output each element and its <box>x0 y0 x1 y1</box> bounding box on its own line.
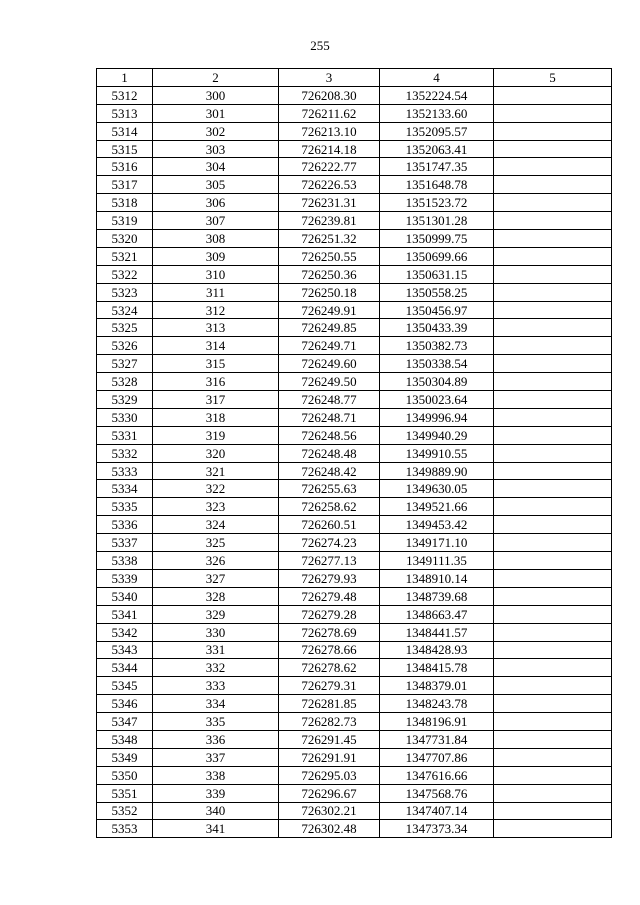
table-cell: 301 <box>153 104 279 122</box>
table-cell: 726279.93 <box>279 569 380 587</box>
table-cell: 726278.66 <box>279 641 380 659</box>
table-cell: 1349453.42 <box>380 516 494 534</box>
table-cell: 1349521.66 <box>380 498 494 516</box>
table-cell <box>494 176 612 194</box>
table-cell: 5318 <box>97 194 153 212</box>
table-cell <box>494 212 612 230</box>
table-cell: 5317 <box>97 176 153 194</box>
table-cell: 726249.71 <box>279 337 380 355</box>
table-cell: 726279.28 <box>279 605 380 623</box>
table-row <box>97 802 612 820</box>
table-row <box>97 820 612 838</box>
table-cell <box>494 444 612 462</box>
table-cell: 5316 <box>97 158 153 176</box>
table-cell: 5342 <box>97 623 153 641</box>
table-cell <box>494 373 612 391</box>
table-cell <box>494 516 612 534</box>
table-cell: 726248.71 <box>279 408 380 426</box>
table-cell: 5349 <box>97 748 153 766</box>
table-cell: 300 <box>153 86 279 104</box>
table-row <box>97 194 612 212</box>
table-row <box>97 408 612 426</box>
table-cell: 1349111.35 <box>380 552 494 570</box>
table-row <box>97 677 612 695</box>
table-row <box>97 301 612 319</box>
table-cell: 304 <box>153 158 279 176</box>
table-cell: 341 <box>153 820 279 838</box>
table-cell: 5313 <box>97 104 153 122</box>
table-cell: 5326 <box>97 337 153 355</box>
table-cell: 1351648.78 <box>380 176 494 194</box>
table-cell: 313 <box>153 319 279 337</box>
table-cell: 1352095.57 <box>380 122 494 140</box>
table-cell <box>494 140 612 158</box>
table-cell: 1350999.75 <box>380 230 494 248</box>
table-cell <box>494 158 612 176</box>
table-cell <box>494 677 612 695</box>
table-row <box>97 86 612 104</box>
table-row <box>97 534 612 552</box>
table-cell: 321 <box>153 462 279 480</box>
table-row <box>97 104 612 122</box>
page-number: 255 <box>310 38 330 53</box>
table-cell <box>494 283 612 301</box>
table-cell: 5334 <box>97 480 153 498</box>
table-cell: 337 <box>153 748 279 766</box>
table-cell: 5327 <box>97 355 153 373</box>
table-cell: 1349171.10 <box>380 534 494 552</box>
table-cell: 726248.77 <box>279 391 380 409</box>
table-cell <box>494 587 612 605</box>
table-cell: 1349940.29 <box>380 426 494 444</box>
table-cell: 329 <box>153 605 279 623</box>
table-cell: 5329 <box>97 391 153 409</box>
table-cell <box>494 426 612 444</box>
table-cell: 5320 <box>97 230 153 248</box>
table-cell: 5353 <box>97 820 153 838</box>
table-row <box>97 212 612 230</box>
table-row <box>97 498 612 516</box>
table-cell: 334 <box>153 695 279 713</box>
table-cell: 726278.62 <box>279 659 380 677</box>
table-cell: 5345 <box>97 677 153 695</box>
table-cell: 1347707.86 <box>380 748 494 766</box>
table-cell: 1348196.91 <box>380 713 494 731</box>
table-cell <box>494 408 612 426</box>
table-cell: 307 <box>153 212 279 230</box>
table-row <box>97 713 612 731</box>
table-row <box>97 569 612 587</box>
table-cell <box>494 247 612 265</box>
table-cell: 1350338.54 <box>380 355 494 373</box>
table-cell: 319 <box>153 426 279 444</box>
table-cell <box>494 552 612 570</box>
table-row <box>97 462 612 480</box>
table-cell: 310 <box>153 265 279 283</box>
table-cell: 335 <box>153 713 279 731</box>
table-cell: 726260.51 <box>279 516 380 534</box>
table-cell <box>494 534 612 552</box>
table-cell: 1348415.78 <box>380 659 494 677</box>
table-cell <box>494 319 612 337</box>
table-cell <box>494 802 612 820</box>
table-cell: 726251.32 <box>279 230 380 248</box>
table-cell: 5328 <box>97 373 153 391</box>
table-cell: 308 <box>153 230 279 248</box>
table-cell: 309 <box>153 247 279 265</box>
table-cell: 323 <box>153 498 279 516</box>
table-cell: 726291.91 <box>279 748 380 766</box>
table-cell: 5343 <box>97 641 153 659</box>
table-cell: 5330 <box>97 408 153 426</box>
table-row <box>97 355 612 373</box>
table-cell: 726208.30 <box>279 86 380 104</box>
table-cell: 5314 <box>97 122 153 140</box>
table-cell: 1348243.78 <box>380 695 494 713</box>
column-header: 5 <box>494 69 612 87</box>
table-cell: 328 <box>153 587 279 605</box>
table-cell: 1349996.94 <box>380 408 494 426</box>
table-header <box>97 69 612 87</box>
table-cell: 726291.45 <box>279 730 380 748</box>
table-cell: 1352063.41 <box>380 140 494 158</box>
table-cell: 314 <box>153 337 279 355</box>
table-cell: 305 <box>153 176 279 194</box>
table-cell: 1348379.01 <box>380 677 494 695</box>
table-cell: 5351 <box>97 784 153 802</box>
table-cell: 330 <box>153 623 279 641</box>
table-cell: 1350631.15 <box>380 265 494 283</box>
table-cell <box>494 605 612 623</box>
table-row <box>97 516 612 534</box>
table-row <box>97 140 612 158</box>
table-cell: 726239.81 <box>279 212 380 230</box>
table-cell: 340 <box>153 802 279 820</box>
table-cell: 5347 <box>97 713 153 731</box>
table-cell: 726248.48 <box>279 444 380 462</box>
column-header: 4 <box>380 69 494 87</box>
table-cell: 1347568.76 <box>380 784 494 802</box>
table-row <box>97 695 612 713</box>
table-cell: 726296.67 <box>279 784 380 802</box>
table-cell <box>494 462 612 480</box>
table-cell <box>494 695 612 713</box>
table-row <box>97 337 612 355</box>
table-row <box>97 766 612 784</box>
table-cell: 1351523.72 <box>380 194 494 212</box>
table-cell: 5346 <box>97 695 153 713</box>
table-cell: 726249.60 <box>279 355 380 373</box>
table-cell: 302 <box>153 122 279 140</box>
table-row <box>97 230 612 248</box>
table-row <box>97 605 612 623</box>
table-cell: 726282.73 <box>279 713 380 731</box>
table-cell: 726250.36 <box>279 265 380 283</box>
table-cell: 726249.50 <box>279 373 380 391</box>
table-cell: 5321 <box>97 247 153 265</box>
table-cell: 331 <box>153 641 279 659</box>
table-cell: 336 <box>153 730 279 748</box>
table-cell: 324 <box>153 516 279 534</box>
column-header: 3 <box>279 69 380 87</box>
table-cell: 5323 <box>97 283 153 301</box>
column-header: 1 <box>97 69 153 87</box>
table-cell: 726249.85 <box>279 319 380 337</box>
table-cell: 316 <box>153 373 279 391</box>
table-cell <box>494 659 612 677</box>
table-cell: 1350456.97 <box>380 301 494 319</box>
table-cell: 338 <box>153 766 279 784</box>
table-row <box>97 587 612 605</box>
table-row <box>97 391 612 409</box>
table-cell: 1348441.57 <box>380 623 494 641</box>
table-cell <box>494 784 612 802</box>
table-cell: 726226.53 <box>279 176 380 194</box>
table-cell <box>494 766 612 784</box>
table-cell: 1347407.14 <box>380 802 494 820</box>
table-cell: 1350699.66 <box>380 247 494 265</box>
table-cell: 726248.56 <box>279 426 380 444</box>
table-cell: 5335 <box>97 498 153 516</box>
table-cell: 306 <box>153 194 279 212</box>
table-cell: 5331 <box>97 426 153 444</box>
table-cell: 726278.69 <box>279 623 380 641</box>
table-cell: 1349910.55 <box>380 444 494 462</box>
table-cell: 726279.48 <box>279 587 380 605</box>
table-cell: 726214.18 <box>279 140 380 158</box>
table-cell: 1352224.54 <box>380 86 494 104</box>
table-cell: 312 <box>153 301 279 319</box>
table-cell: 1348428.93 <box>380 641 494 659</box>
table-cell: 325 <box>153 534 279 552</box>
table-cell <box>494 820 612 838</box>
table-row <box>97 641 612 659</box>
table-cell: 726222.77 <box>279 158 380 176</box>
table-cell: 5333 <box>97 462 153 480</box>
table-cell: 1351747.35 <box>380 158 494 176</box>
table-row <box>97 176 612 194</box>
table-cell: 322 <box>153 480 279 498</box>
table-cell <box>494 480 612 498</box>
table-cell: 1347616.66 <box>380 766 494 784</box>
table-cell: 726255.63 <box>279 480 380 498</box>
table-cell <box>494 122 612 140</box>
table-cell: 1349889.90 <box>380 462 494 480</box>
table-cell: 311 <box>153 283 279 301</box>
table-cell: 1348663.47 <box>380 605 494 623</box>
table-cell: 726213.10 <box>279 122 380 140</box>
table-cell: 726248.42 <box>279 462 380 480</box>
table-cell: 726302.48 <box>279 820 380 838</box>
table-cell <box>494 391 612 409</box>
table-row <box>97 426 612 444</box>
table-row <box>97 552 612 570</box>
table-cell: 1350558.25 <box>380 283 494 301</box>
table-cell: 5350 <box>97 766 153 784</box>
table-cell: 333 <box>153 677 279 695</box>
table-cell: 320 <box>153 444 279 462</box>
table-cell: 5352 <box>97 802 153 820</box>
table-cell <box>494 623 612 641</box>
table-cell: 5322 <box>97 265 153 283</box>
table-cell: 1349630.05 <box>380 480 494 498</box>
table-row <box>97 623 612 641</box>
table-cell <box>494 713 612 731</box>
table-cell: 5337 <box>97 534 153 552</box>
table-cell: 1347373.34 <box>380 820 494 838</box>
table-cell: 317 <box>153 391 279 409</box>
table-cell: 726250.18 <box>279 283 380 301</box>
table-cell: 1348910.14 <box>380 569 494 587</box>
table-cell: 726249.91 <box>279 301 380 319</box>
table-cell: 726277.13 <box>279 552 380 570</box>
table-cell: 726281.85 <box>279 695 380 713</box>
table-row <box>97 319 612 337</box>
table-cell <box>494 230 612 248</box>
table-cell <box>494 748 612 766</box>
table-cell <box>494 355 612 373</box>
table-cell: 1350023.64 <box>380 391 494 409</box>
table-cell: 5348 <box>97 730 153 748</box>
table-row <box>97 283 612 301</box>
table-row <box>97 247 612 265</box>
table-cell: 726279.31 <box>279 677 380 695</box>
table-cell: 5315 <box>97 140 153 158</box>
table-cell: 327 <box>153 569 279 587</box>
table-cell <box>494 641 612 659</box>
table-cell: 1348739.68 <box>380 587 494 605</box>
table-cell: 332 <box>153 659 279 677</box>
table-cell: 5332 <box>97 444 153 462</box>
table-cell <box>494 265 612 283</box>
table-row <box>97 265 612 283</box>
table-cell <box>494 498 612 516</box>
table-cell <box>494 301 612 319</box>
table-cell: 1350304.89 <box>380 373 494 391</box>
table-cell: 5319 <box>97 212 153 230</box>
table-cell: 339 <box>153 784 279 802</box>
table-cell: 726258.62 <box>279 498 380 516</box>
coordinates-table <box>96 68 612 838</box>
table-cell <box>494 569 612 587</box>
table-cell: 726250.55 <box>279 247 380 265</box>
table-row <box>97 122 612 140</box>
table-row <box>97 158 612 176</box>
table-cell: 5336 <box>97 516 153 534</box>
table-cell: 303 <box>153 140 279 158</box>
table-cell: 5312 <box>97 86 153 104</box>
table-body <box>97 86 612 837</box>
table-row <box>97 659 612 677</box>
table-cell: 5338 <box>97 552 153 570</box>
table-cell: 1347731.84 <box>380 730 494 748</box>
table-row <box>97 373 612 391</box>
table-cell: 726211.62 <box>279 104 380 122</box>
table-cell <box>494 86 612 104</box>
column-header: 2 <box>153 69 279 87</box>
table-cell: 5339 <box>97 569 153 587</box>
header-row <box>97 69 612 87</box>
table-row <box>97 748 612 766</box>
table-cell <box>494 104 612 122</box>
table-cell: 326 <box>153 552 279 570</box>
table-cell: 1350433.39 <box>380 319 494 337</box>
table-cell: 5341 <box>97 605 153 623</box>
table-cell: 315 <box>153 355 279 373</box>
table-row <box>97 480 612 498</box>
table-cell: 1351301.28 <box>380 212 494 230</box>
table-cell <box>494 730 612 748</box>
table-cell: 726274.23 <box>279 534 380 552</box>
table-row <box>97 730 612 748</box>
table-cell <box>494 194 612 212</box>
table-cell: 726295.03 <box>279 766 380 784</box>
table-cell: 1352133.60 <box>380 104 494 122</box>
table-cell: 726231.31 <box>279 194 380 212</box>
table-cell: 5325 <box>97 319 153 337</box>
table-cell <box>494 337 612 355</box>
table-cell: 5340 <box>97 587 153 605</box>
table-cell: 726302.21 <box>279 802 380 820</box>
table-row <box>97 444 612 462</box>
table-cell: 5344 <box>97 659 153 677</box>
table-cell: 318 <box>153 408 279 426</box>
table-cell: 5324 <box>97 301 153 319</box>
table-row <box>97 784 612 802</box>
table-cell: 1350382.73 <box>380 337 494 355</box>
